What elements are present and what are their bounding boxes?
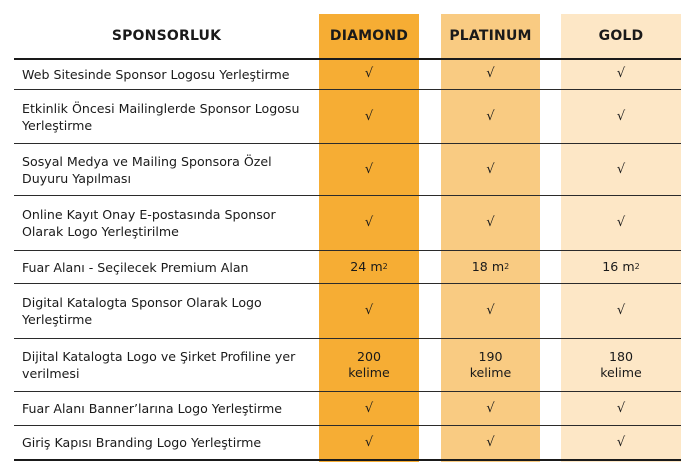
word-unit: kelime bbox=[348, 365, 390, 380]
row-label: Web Sitesinde Sponsor Logosu Yerleştirme bbox=[22, 66, 290, 82]
gold-words bbox=[561, 339, 681, 391]
header-sponsorluk: SPONSORLUK bbox=[111, 28, 222, 44]
diamond-value: √ bbox=[364, 161, 374, 177]
row-label: Fuar Alanı Banner’larına Logo Yerleştirme bbox=[22, 401, 282, 416]
platinum-value: √ bbox=[486, 400, 495, 416]
diamond-word-count: 200 bbox=[356, 349, 382, 364]
gold-value: √ bbox=[616, 161, 626, 177]
table-row bbox=[0, 196, 681, 250]
diamond-words bbox=[319, 339, 419, 391]
table-row bbox=[0, 90, 681, 143]
platinum-value: √ bbox=[486, 66, 495, 81]
header-gold: GOLD bbox=[598, 28, 644, 44]
gold-value: √ bbox=[616, 108, 626, 124]
word-unit: kelime bbox=[469, 365, 512, 380]
header-diamond: DIAMOND bbox=[329, 28, 409, 44]
diamond-area-value: 24 m bbox=[350, 259, 383, 274]
row-label: Etkinlik Öncesi Mailinglerde Sponsor Logosu Yerleştirme bbox=[22, 100, 300, 133]
table-row bbox=[0, 339, 681, 391]
table-bottom-rule bbox=[14, 459, 681, 461]
gold-area-value: 16 m bbox=[602, 259, 635, 274]
platinum-value: √ bbox=[486, 434, 495, 450]
platinum-value: √ bbox=[486, 303, 495, 318]
table-row bbox=[0, 144, 681, 195]
table-row bbox=[0, 426, 681, 459]
gold-area: 16 m 2 bbox=[602, 259, 640, 274]
row-label: Digital Katalogta Sponsor Olarak Logo Yerleştirme bbox=[22, 295, 262, 327]
diamond-area: 24 m 2 bbox=[350, 259, 388, 274]
diamond-value: √ bbox=[364, 434, 374, 450]
table-row bbox=[0, 284, 681, 338]
diamond-value: √ bbox=[364, 400, 374, 416]
gold-value: √ bbox=[616, 434, 626, 450]
gold-value: √ bbox=[616, 66, 626, 81]
platinum-area-value: 18 m bbox=[471, 259, 505, 274]
gold-word-count: 180 bbox=[608, 349, 634, 364]
diamond-value: √ bbox=[364, 303, 374, 318]
table-row bbox=[0, 251, 681, 283]
row-label: Fuar Alanı - Seçilecek Premium Alan bbox=[22, 259, 249, 275]
platinum-value: √ bbox=[486, 215, 495, 230]
header-platinum: PLATINUM bbox=[449, 28, 532, 44]
diamond-value: √ bbox=[364, 215, 374, 230]
table-row bbox=[0, 59, 681, 89]
gold-value: √ bbox=[616, 215, 626, 230]
platinum-words bbox=[441, 339, 540, 391]
platinum-word-count: 190 bbox=[478, 349, 503, 364]
platinum-value: √ bbox=[486, 108, 495, 124]
row-label: Giriş Kapısı Branding Logo Yerleştirme bbox=[22, 435, 262, 450]
table-row bbox=[0, 392, 681, 425]
platinum-value: √ bbox=[486, 161, 495, 177]
platinum-area: 18 m 2 bbox=[471, 259, 510, 274]
word-unit: kelime bbox=[600, 365, 642, 380]
gold-value: √ bbox=[616, 303, 626, 318]
row-label: Dijital Katalogta Logo ve Şirket Profiline yer verilmesi bbox=[22, 349, 296, 381]
row-label: Sosyal Medya ve Mailing Sponsora Özel Duyuru Yapılması bbox=[22, 153, 272, 186]
row-label: Online Kayıt Onay E-postasında Sponsor Olarak Logo Yerleştirilme bbox=[22, 207, 276, 239]
diamond-value: √ bbox=[364, 66, 374, 81]
gold-value: √ bbox=[616, 400, 626, 416]
diamond-value: √ bbox=[364, 108, 374, 124]
